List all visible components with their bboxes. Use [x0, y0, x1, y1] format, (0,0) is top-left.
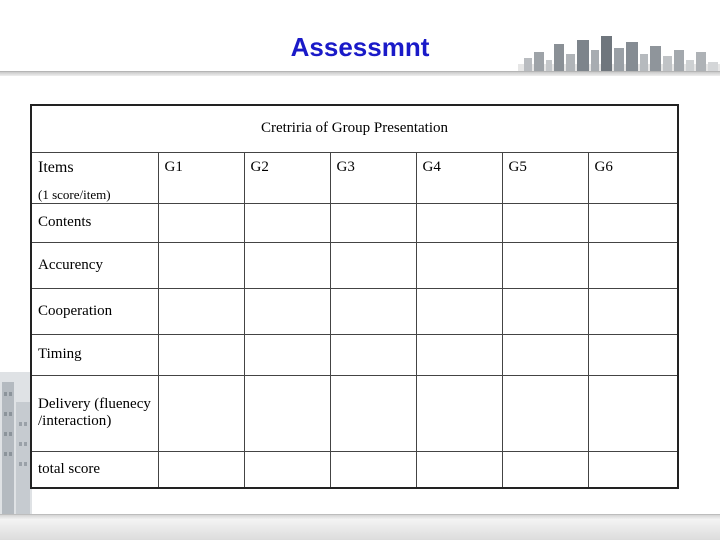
criterion-total-score: total score — [31, 451, 158, 488]
score-cell[interactable] — [330, 334, 416, 375]
table-row — [31, 203, 678, 242]
score-cell[interactable] — [330, 203, 416, 242]
score-cell[interactable] — [158, 242, 244, 288]
score-cell[interactable] — [330, 288, 416, 334]
score-cell[interactable] — [244, 375, 330, 451]
score-cell[interactable] — [588, 242, 678, 288]
table-row — [31, 288, 678, 334]
score-cell[interactable] — [502, 375, 588, 451]
score-cell[interactable] — [416, 242, 502, 288]
group-header-g6: G6 — [588, 152, 678, 203]
score-cell[interactable] — [588, 375, 678, 451]
score-cell[interactable] — [588, 334, 678, 375]
items-header — [31, 152, 158, 203]
score-cell[interactable] — [416, 375, 502, 451]
score-cell[interactable] — [330, 242, 416, 288]
table-row — [31, 242, 678, 288]
group-header-g5: G5 — [502, 152, 588, 203]
items-header-subtitle: (1 score/item) — [38, 186, 111, 202]
score-cell[interactable] — [502, 203, 588, 242]
table-row — [31, 375, 678, 451]
score-cell[interactable] — [330, 375, 416, 451]
score-cell[interactable] — [502, 334, 588, 375]
score-cell[interactable] — [588, 288, 678, 334]
score-cell[interactable] — [244, 242, 330, 288]
score-cell[interactable] — [158, 334, 244, 375]
criterion-cooperation: Cooperation — [31, 288, 158, 334]
group-header-g3: G3 — [330, 152, 416, 203]
score-cell[interactable] — [502, 451, 588, 488]
criterion-timing: Timing — [31, 334, 158, 375]
header-rule — [0, 71, 720, 76]
score-cell[interactable] — [416, 288, 502, 334]
score-cell[interactable] — [158, 288, 244, 334]
criterion-delivery — [31, 375, 158, 451]
group-header-g2: G2 — [244, 152, 330, 203]
slide-title: Assessmnt — [290, 32, 430, 62]
score-cell[interactable] — [244, 334, 330, 375]
group-header-g1: G1 — [158, 152, 244, 203]
table-row — [31, 334, 678, 375]
score-cell[interactable] — [158, 203, 244, 242]
score-cell[interactable] — [502, 242, 588, 288]
table-row — [31, 451, 678, 488]
score-cell[interactable] — [158, 375, 244, 451]
group-header-g4: G4 — [416, 152, 502, 203]
table-caption: Cretriria of Group Presentation — [31, 105, 678, 152]
score-cell[interactable] — [588, 451, 678, 488]
score-cell[interactable] — [588, 203, 678, 242]
score-cell[interactable] — [244, 451, 330, 488]
criterion-delivery-label: Delivery (fluenecy /interaction — [38, 396, 151, 429]
score-cell[interactable] — [158, 451, 244, 488]
score-cell[interactable] — [330, 451, 416, 488]
score-cell[interactable] — [244, 288, 330, 334]
city-skyline-image — [518, 30, 720, 74]
footer-strip — [0, 519, 720, 540]
criterion-contents: Contents — [31, 203, 158, 242]
score-cell[interactable] — [416, 451, 502, 488]
score-cell[interactable] — [416, 334, 502, 375]
score-cell[interactable] — [244, 203, 330, 242]
criterion-accurency: Accurency — [31, 242, 158, 288]
score-cell[interactable] — [502, 288, 588, 334]
assessment-table — [30, 104, 679, 489]
score-cell[interactable] — [416, 203, 502, 242]
items-header-label: Items — [38, 158, 74, 176]
criterion-delivery-suffix: ) — [106, 413, 112, 429]
